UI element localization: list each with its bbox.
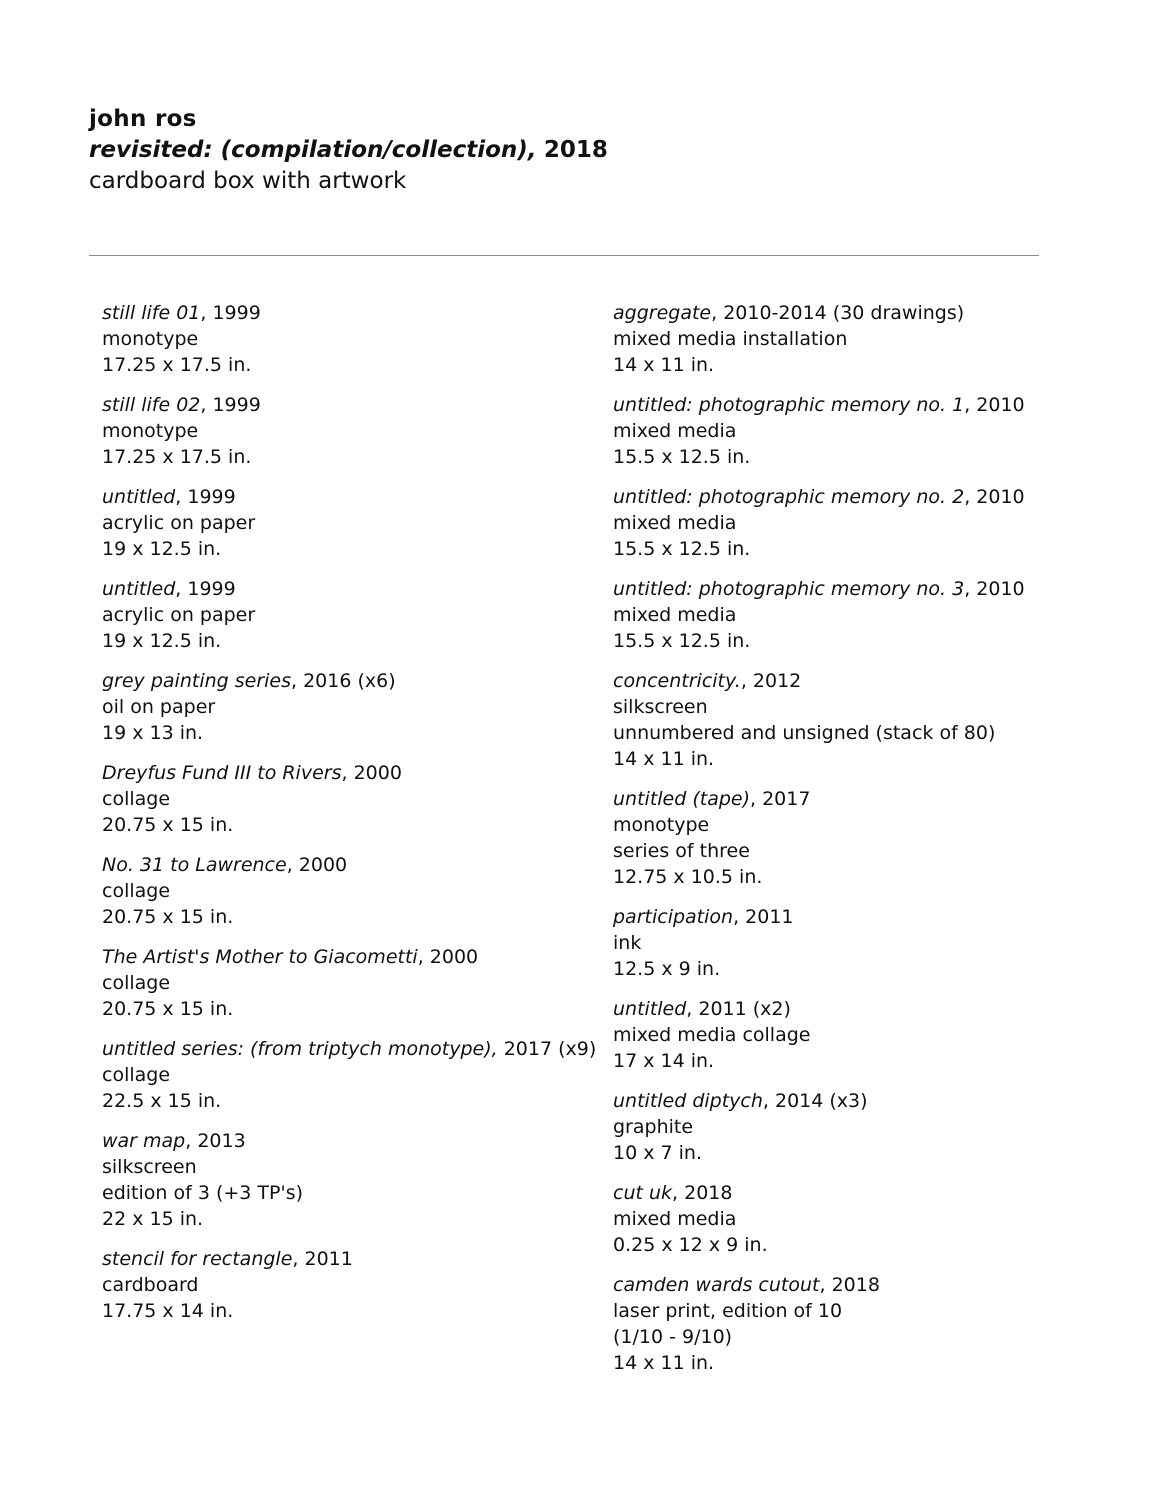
artwork-detail: edition of 3 (+3 TP's) [102, 1182, 304, 1204]
artwork-detail: 15.5 x 12.5 in. [613, 538, 751, 560]
artwork-year: , 2010 [964, 578, 1025, 600]
artwork-entry [102, 1036, 597, 1114]
artwork-title: still life 02 [102, 394, 201, 416]
artwork-title: untitled: photographic memory no. 1 [613, 394, 965, 416]
artwork-title-line [102, 392, 582, 418]
artwork-title: untitled [613, 998, 687, 1020]
artist-name: john ros [89, 106, 197, 132]
artwork-detail: unnumbered and unsigned (stack of 80) [613, 722, 996, 744]
artwork-entry [102, 1128, 582, 1232]
artwork-title-line [102, 576, 582, 602]
artwork-detail: 15.5 x 12.5 in. [613, 630, 751, 652]
artwork-detail: 20.75 x 15 in. [102, 998, 234, 1020]
artwork-title-line [102, 484, 582, 510]
artwork-title-line [613, 996, 1053, 1022]
artwork-detail: mixed media installation [613, 328, 848, 350]
work-title: revisited: (compilation/collection), [89, 137, 537, 163]
artwork-entry [613, 1272, 1053, 1376]
artwork-detail: acrylic on paper [102, 512, 256, 534]
artwork-entry [613, 392, 1053, 470]
artwork-title-line [613, 484, 1053, 510]
artwork-detail: 10 x 7 in. [613, 1142, 702, 1164]
artwork-title-line [613, 1088, 1053, 1114]
artwork-detail: mixed media collage [613, 1024, 811, 1046]
artwork-detail: 22.5 x 15 in. [102, 1090, 222, 1112]
artwork-entry [613, 904, 1053, 982]
artwork-detail: 17.25 x 17.5 in. [102, 446, 252, 468]
artwork-year: , 2013 [185, 1130, 246, 1152]
artwork-title: untitled: photographic memory no. 3 [613, 578, 965, 600]
artwork-title: The Artist's Mother to Giacometti [102, 946, 418, 968]
left-column-list [102, 300, 597, 1338]
artwork-year: , 2017 [750, 788, 811, 810]
artwork-year: , 2014 (x3) [762, 1090, 868, 1112]
artwork-year: , 2000 [341, 762, 402, 784]
artwork-entry [102, 576, 582, 654]
work-year: 2018 [543, 137, 608, 163]
artwork-entry [613, 668, 1053, 772]
artwork-detail: oil on paper [102, 696, 216, 718]
artwork-detail: 0.25 x 12 x 9 in. [613, 1234, 768, 1256]
artwork-title: grey painting series [102, 670, 292, 692]
artwork-title: stencil for rectangle [102, 1248, 293, 1270]
artwork-entry [613, 1088, 1053, 1166]
artwork-title-line [613, 576, 1053, 602]
artwork-detail: mixed media [613, 1208, 737, 1230]
artwork-title-line [102, 760, 582, 786]
artwork-entry [102, 392, 582, 470]
artwork-title-line [102, 852, 582, 878]
artwork-title: participation [613, 906, 734, 928]
artwork-entry [613, 484, 1053, 562]
artwork-title: untitled: photographic memory no. 2 [613, 486, 965, 508]
artwork-detail: (1/10 - 9/10) [613, 1326, 733, 1348]
artwork-title: untitled diptych [613, 1090, 763, 1112]
artwork-detail: collage [102, 972, 171, 994]
artwork-entry [102, 852, 582, 930]
header-divider [89, 255, 1039, 256]
artwork-entry [102, 484, 582, 562]
right-column-list [613, 300, 1053, 1390]
artwork-title-line [102, 1246, 582, 1272]
artwork-title: Dreyfus Fund III to Rivers [102, 762, 342, 784]
artwork-year: , 1999 [175, 486, 236, 508]
artwork-year: , 2011 [733, 906, 794, 928]
artwork-title-line [613, 300, 1053, 326]
artwork-detail: 12.5 x 9 in. [613, 958, 721, 980]
artwork-detail: 22 x 15 in. [102, 1208, 204, 1230]
artwork-detail: monotype [102, 420, 199, 442]
artwork-detail: 15.5 x 12.5 in. [613, 446, 751, 468]
artwork-title: No. 31 to Lawrence [102, 854, 287, 876]
artwork-year: , 2000 [286, 854, 348, 876]
artwork-detail: mixed media [613, 420, 737, 442]
artwork-detail: silkscreen [102, 1156, 197, 1178]
artwork-year: , 2018 [819, 1274, 880, 1296]
artwork-detail: 19 x 12.5 in. [102, 630, 222, 652]
artwork-detail: silkscreen [613, 696, 708, 718]
artwork-entry [102, 760, 582, 838]
artwork-detail: monotype [613, 814, 710, 836]
document-header [89, 104, 608, 197]
work-medium: cardboard box with artwork [89, 168, 407, 194]
artwork-title: cut uk [613, 1182, 673, 1204]
artwork-detail: mixed media [613, 512, 737, 534]
artwork-entry [102, 944, 582, 1022]
artwork-year: , 2012 [740, 670, 802, 692]
artwork-detail: acrylic on paper [102, 604, 256, 626]
artwork-detail: 14 x 11 in. [613, 354, 715, 376]
artwork-title-line [102, 668, 582, 694]
artwork-title-line [613, 392, 1053, 418]
artwork-title-line [613, 1272, 1053, 1298]
artwork-year: , 2016 (x6) [291, 670, 396, 692]
artwork-year: , 1999 [200, 394, 261, 416]
artwork-detail: 12.75 x 10.5 in. [613, 866, 763, 888]
artwork-year: , 1999 [175, 578, 236, 600]
artwork-title: concentricity. [613, 670, 741, 692]
artwork-year: , 1999 [200, 302, 261, 324]
artwork-detail: graphite [613, 1116, 694, 1138]
artwork-title-line [613, 786, 1053, 812]
artwork-detail: 19 x 13 in. [102, 722, 204, 744]
artwork-title-line [102, 300, 582, 326]
artwork-title-line [102, 944, 582, 970]
artwork-title: untitled [102, 578, 176, 600]
artwork-entry [613, 786, 1053, 890]
artwork-detail: laser print, edition of 10 [613, 1300, 843, 1322]
artwork-detail: collage [102, 788, 171, 810]
artwork-detail: 20.75 x 15 in. [102, 814, 234, 836]
artwork-detail: 19 x 12.5 in. [102, 538, 222, 560]
artwork-detail: mixed media [613, 604, 737, 626]
artwork-title-line [613, 1180, 1053, 1206]
artwork-entry [102, 668, 582, 746]
artwork-detail: 20.75 x 15 in. [102, 906, 234, 928]
work-title-line [89, 135, 608, 166]
artwork-title-line [613, 904, 1053, 930]
artwork-title: camden wards cutout [613, 1274, 820, 1296]
artwork-year: , 2000 [417, 946, 479, 968]
artwork-year: , 2011 [292, 1248, 353, 1270]
artwork-detail: monotype [102, 328, 199, 350]
artwork-title: war map [102, 1130, 186, 1152]
artwork-detail: 17 x 14 in. [613, 1050, 715, 1072]
artwork-entry [613, 996, 1053, 1074]
artwork-year: , 2010 [964, 394, 1025, 416]
artwork-year: , 2010 [964, 486, 1025, 508]
artwork-year: , 2011 (x2) [686, 998, 791, 1020]
artwork-year: 2017 (x9) [497, 1038, 597, 1060]
artwork-title: untitled series: (from triptych monotype), [102, 1038, 498, 1060]
artwork-entry [613, 576, 1053, 654]
artwork-entry [102, 1246, 582, 1324]
artwork-title: aggregate [613, 302, 712, 324]
artwork-title: still life 01 [102, 302, 201, 324]
artwork-title: untitled [102, 486, 176, 508]
artwork-detail: 14 x 11 in. [613, 1352, 715, 1374]
artwork-detail: ink [613, 932, 642, 954]
artwork-entry [613, 300, 1053, 378]
artwork-entry [613, 1180, 1053, 1258]
artwork-entry [102, 300, 582, 378]
artwork-title: untitled (tape) [613, 788, 750, 810]
artwork-title-line [613, 668, 1053, 694]
artwork-detail: cardboard [102, 1274, 199, 1296]
artwork-title-line [102, 1128, 582, 1154]
artwork-detail: series of three [613, 840, 750, 862]
artwork-detail: collage [102, 1064, 171, 1086]
artwork-title-line [102, 1036, 597, 1062]
artwork-detail: collage [102, 880, 171, 902]
artwork-year: , 2010-2014 (30 drawings) [711, 302, 965, 324]
artwork-detail: 17.25 x 17.5 in. [102, 354, 252, 376]
artwork-detail: 14 x 11 in. [613, 748, 715, 770]
artwork-detail: 17.75 x 14 in. [102, 1300, 234, 1322]
artwork-year: , 2018 [672, 1182, 733, 1204]
